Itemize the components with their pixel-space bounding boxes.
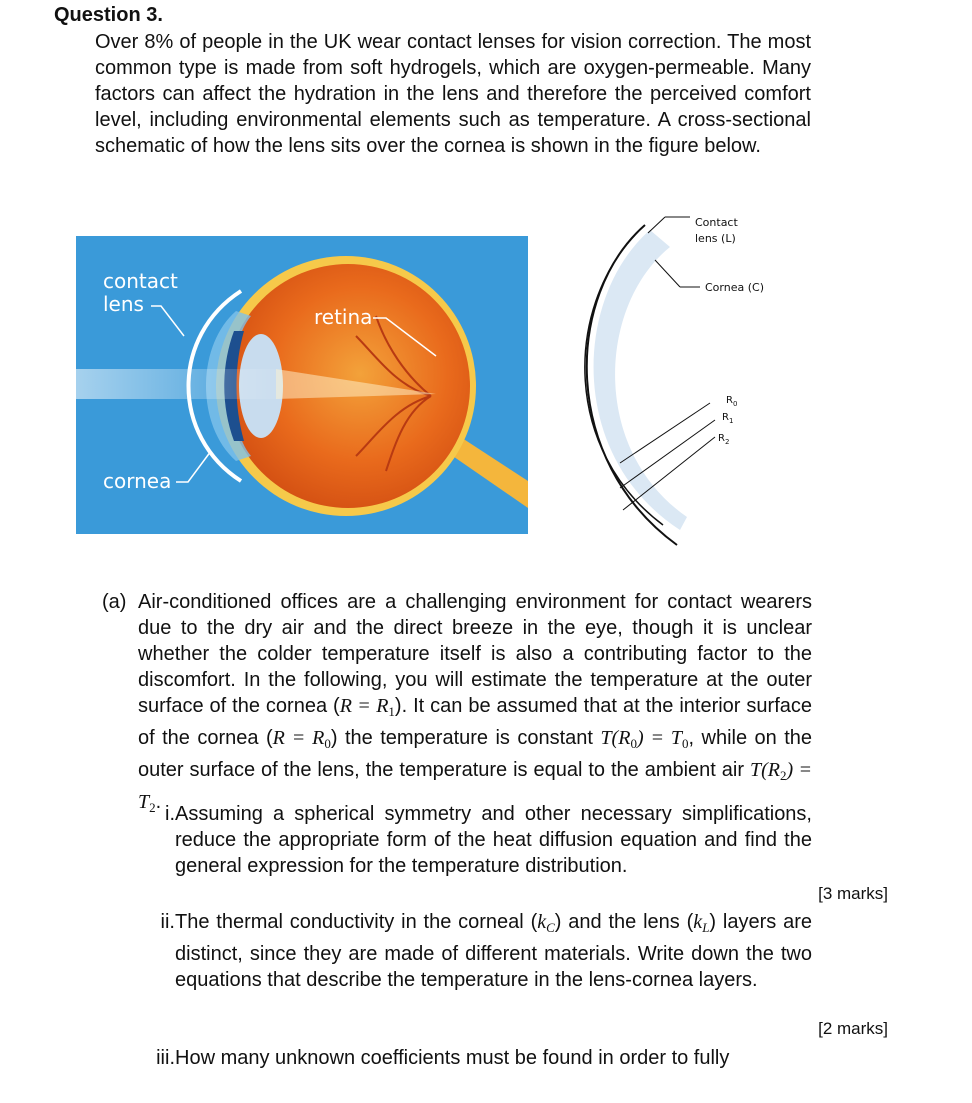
leader-cornea xyxy=(655,260,680,287)
math-kc: $k_C$ xyxy=(537,911,555,935)
label-contact-lens-2: lens (L) xyxy=(695,232,736,245)
item-number: i. xyxy=(165,803,175,825)
eye-diagram xyxy=(76,236,528,534)
item-number: ii. xyxy=(160,911,175,933)
item-ii xyxy=(145,909,812,993)
part-a xyxy=(102,589,812,821)
marks-ii: [2 marks] xyxy=(818,1019,888,1038)
leader-contact-lens xyxy=(648,217,665,233)
math-t2: $T(R_2) = T_2$ xyxy=(138,759,813,815)
item-text: Assuming a spherical symmetry and other necessary simplifications, reduce the appropriate form of the heat diffusion equation and find the general expression for the temperature distribution. xyxy=(175,803,812,877)
label-r1: $R_1$ xyxy=(722,412,734,425)
part-a-label: (a) xyxy=(102,591,127,613)
label-r0: $R_0$ xyxy=(726,395,738,408)
light-beam xyxy=(76,369,276,399)
item-i xyxy=(145,801,812,879)
item-number: iii. xyxy=(156,1047,175,1069)
item-iii xyxy=(145,1045,812,1071)
question-title: Question 3. xyxy=(54,4,163,26)
cross-section-diagram xyxy=(565,205,795,555)
label-r2: $R_2$ xyxy=(718,433,730,446)
label-retina: retina xyxy=(314,305,373,329)
math-r1: $R = R_1$ xyxy=(339,695,395,719)
math-kl: $k_L$ xyxy=(693,911,710,935)
math-r0: $R = R_0$ xyxy=(272,727,331,751)
marks-i: [3 marks] xyxy=(818,884,888,903)
intro-paragraph: Over 8% of people in the UK wear contact lenses for vision correction. The most common type is made from soft hydrogels, which are oxygen-permeable. Many factors can affect the hydration in the lens and therefore the perceived comfort level, including environmental elements such as temperature. A cross-sectional schematic of how the lens sits over the cornea is shown in the figure below. xyxy=(95,31,811,157)
label-cornea: cornea xyxy=(103,469,172,493)
question-intro xyxy=(95,29,811,159)
math-t0: $T(R_0) = T_0$ xyxy=(600,727,689,751)
label-cornea: Cornea (C) xyxy=(705,281,764,294)
label-contact-lens-1: contact xyxy=(103,269,178,293)
part-a-text: Air-conditioned offices are a challenging environment for contact wearers due to the dry air and the direct breeze in the eye, though it is unclear whether the colder temperature itself is also a contributing factor to the discomfort. In the following, you will estimate the temperature at the outer surface of the cornea $(R = R_1)$. It can be assumed that at the interior surface of the cornea $(R = R_0)$ the temperature is constant $T(R_0) = T_0$, while on the outer surface of the lens, the temperature is equal to the ambient air $T(R_2) = T_2$. xyxy=(138,591,813,815)
item-text: How many unknown coefficients must be found in order to fully xyxy=(175,1047,730,1069)
label-contact-lens-2: lens xyxy=(103,292,144,316)
item-text: The thermal conductivity in the corneal $(k_C)$ and the lens $(k_L)$ layers are distinct, since they are made of different materials. Write down the two equations that describe the temperature in the lens-cornea layers. xyxy=(175,911,812,991)
label-contact-lens-1: Contact xyxy=(695,216,738,229)
